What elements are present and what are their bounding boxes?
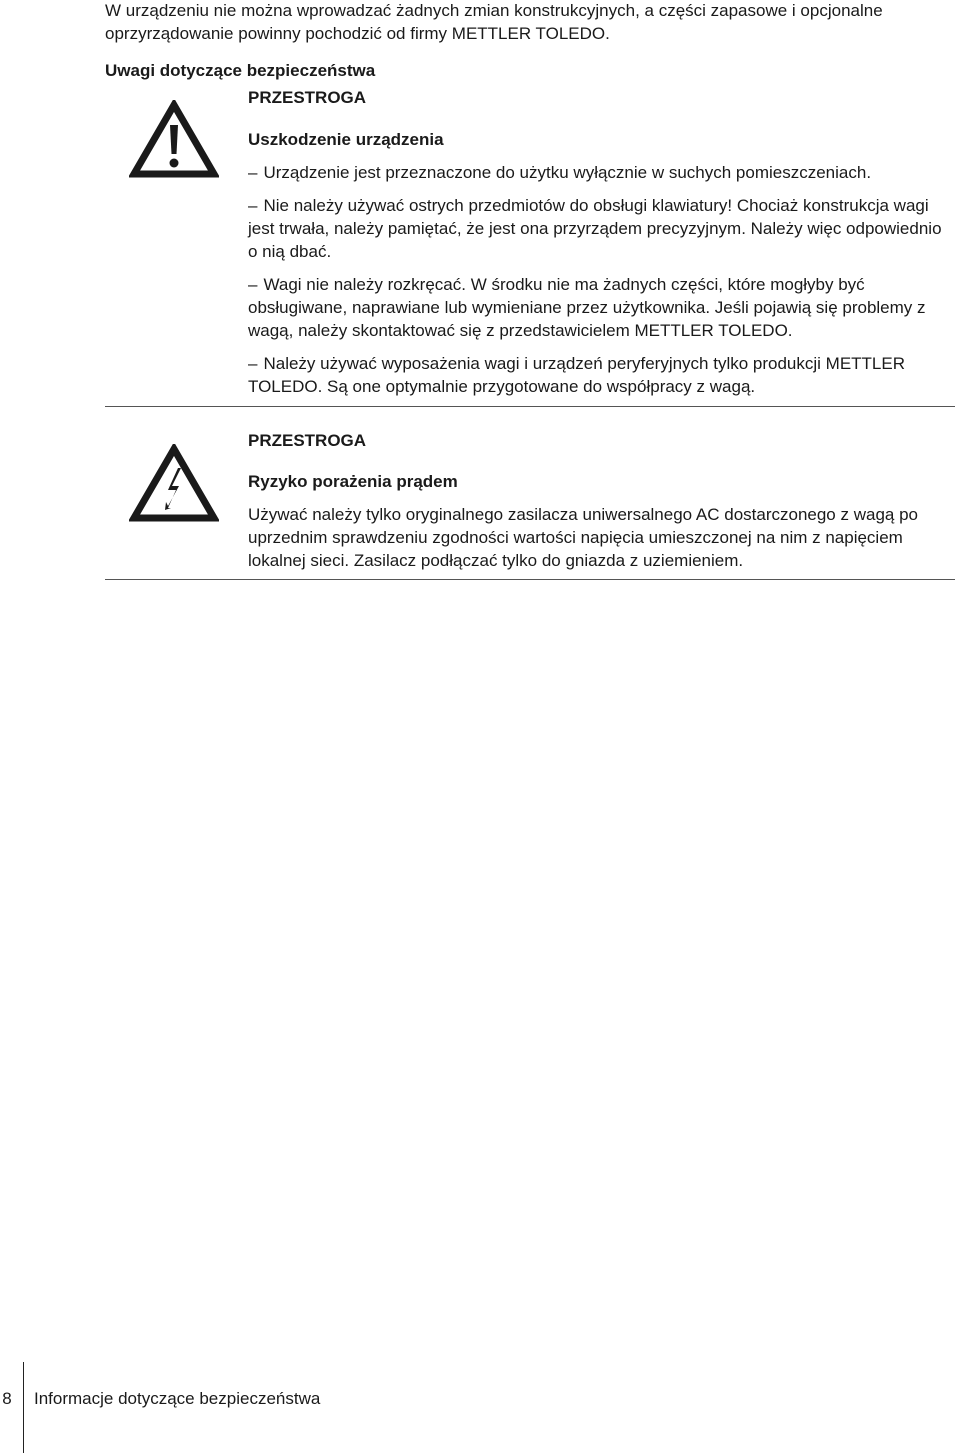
- page-number: 8: [2, 1389, 12, 1408]
- caution-content: [248, 429, 955, 582]
- list-item-text: Nie należy używać ostrych przedmiotów do obsługi klawiatury! Chociaż konstrukcja wagi jest trwała, należy pamiętać, że jest ona przyrządem precyzyjnym. Należy więc odpowiednio o nią dbać.: [248, 196, 942, 261]
- caution-content: [248, 86, 955, 408]
- section-title: Uwagi dotyczące bezpieczeństwa: [105, 61, 376, 80]
- dash-bullet: –: [248, 275, 258, 294]
- footer-section-title: Informacje dotyczące bezpieczeństwa: [34, 1389, 321, 1408]
- list-item: [248, 194, 955, 263]
- list-item-text: Należy używać wyposażenia wagi i urządzeń peryferyjnych tylko produkcji METTLER TOLEDO. Są one optymalnie przygotowane do współpracy z wagą.: [248, 354, 906, 396]
- caution-block-damage: [105, 78, 955, 404]
- dash-bullet: –: [248, 196, 258, 215]
- caution-label: PRZESTROGA: [248, 88, 367, 107]
- intro-paragraph: W urządzeniu nie można wprowadzać żadnych zmian konstrukcyjnych, a części zapasowe i opcjonalne oprzyrządowanie powinny pochodzić od firmy METTLER TOLEDO.: [105, 1, 883, 43]
- footer-divider: [23, 1362, 24, 1453]
- caution-label: PRZESTROGA: [248, 431, 367, 450]
- electric-shock-icon: [129, 444, 219, 524]
- list-item: [248, 352, 955, 398]
- dash-bullet: –: [248, 163, 258, 182]
- caution-block-shock: [105, 406, 955, 580]
- caution-text: Używać należy tylko oryginalnego zasilacza uniwersalnego AC dostarczonego z wagą po uprzednim sprawdzeniu zgodności wartości napięcia umieszczonej na nim z napięciem lokalnej sieci. Zasilacz podłączać tylko do gniazda z uziemieniem.: [248, 505, 918, 570]
- list-item-text: Urządzenie jest przeznaczone do użytku wyłącznie w suchych pomieszczeniach.: [263, 163, 872, 182]
- caution-heading: Ryzyko porażenia prądem: [248, 472, 458, 491]
- warning-triangle-icon: [129, 100, 219, 180]
- list-item: [248, 273, 955, 342]
- list-item: [248, 161, 955, 184]
- dash-bullet: –: [248, 354, 258, 373]
- list-item-text: Wagi nie należy rozkręcać. W środku nie ma żadnych części, które mogłyby być obsługiwane, naprawiane lub wymieniane przez użytkownika. Jeśli pojawią się problemy z wagą, należy skontaktować się z przedstawicielem METTLER TOLEDO.: [248, 275, 926, 340]
- caution-heading: Uszkodzenie urządzenia: [248, 130, 444, 149]
